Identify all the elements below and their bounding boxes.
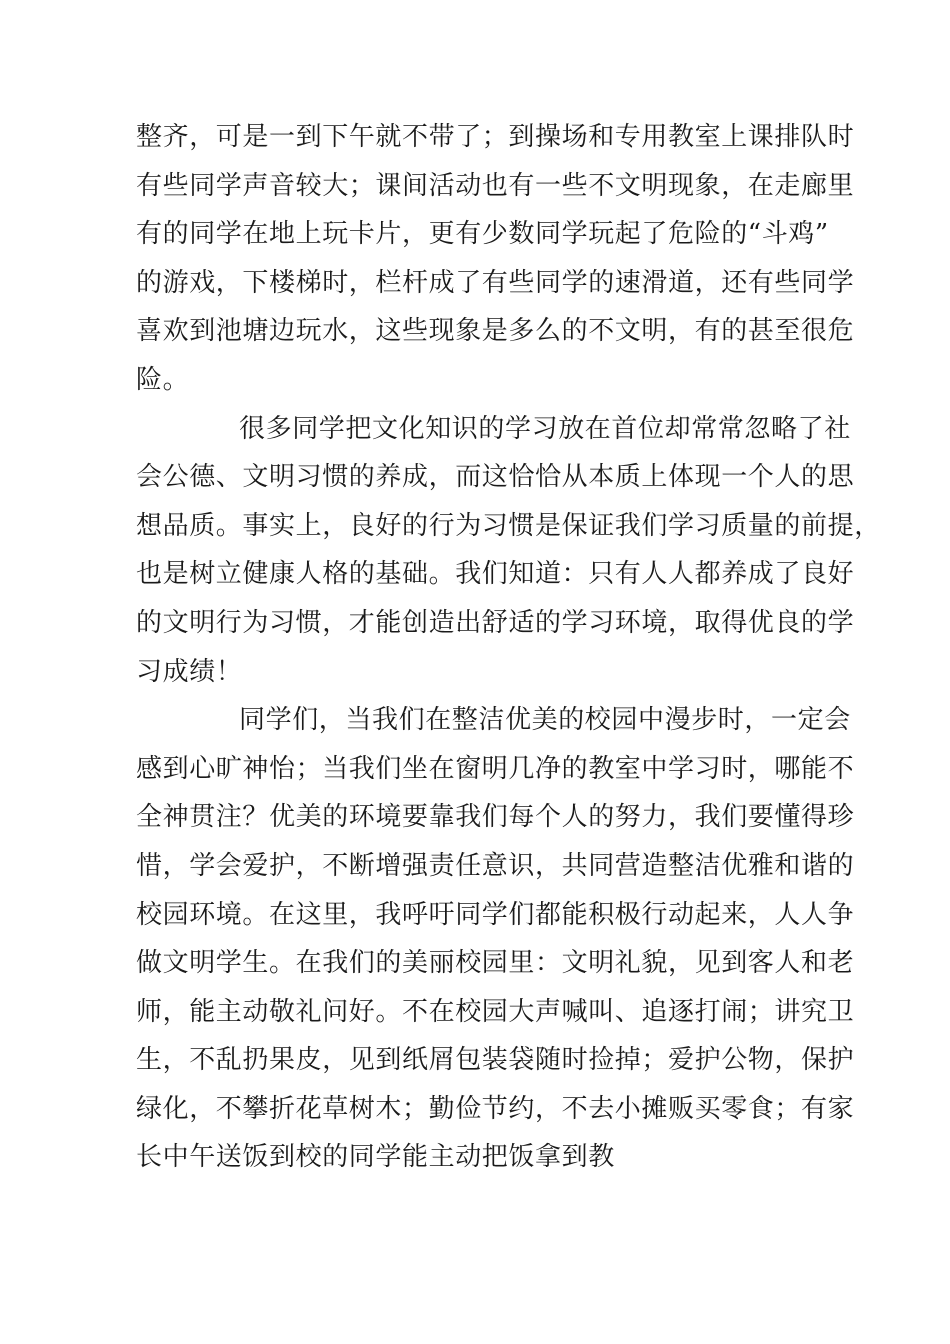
text-line: 也是树立健康人格的基础。我们知道：只有人人都养成了良好	[136, 559, 855, 590]
text-line: 很多同学把文化知识的学习放在首位却常常忽略了社	[239, 413, 851, 444]
paragraph	[136, 113, 855, 405]
text-line: 有些同学声音较大；课间活动也有一些不文明现象，在走廊里	[136, 170, 855, 201]
text-line: 习成绩！	[136, 656, 243, 687]
paragraph	[136, 405, 881, 697]
text-line: 生，不乱扔果皮，见到纸屑包装袋随时捡掉；爱护公物，保护	[136, 1045, 855, 1076]
text-line: 惜，学会爱护，不断增强责任意识，共同营造整洁优雅和谐的	[136, 850, 855, 881]
text-line: 感到心旷神怡；当我们坐在窗明几净的教室中学习时，哪能不	[136, 753, 855, 784]
text-line: 会公德、文明习惯的养成，而这恰恰从本质上体现一个人的思	[136, 462, 855, 493]
text-line: 长中午送饭到校的同学能主动把饭拿到教	[136, 1142, 615, 1173]
text-line: 险。	[136, 364, 190, 395]
paragraph	[136, 696, 855, 1182]
text-line: 同学们，当我们在整洁优美的校园中漫步时，一定会	[239, 705, 851, 736]
text-line: 师，能主动敬礼问好。不在校园大声喊叫、追逐打闹；讲究卫	[136, 996, 855, 1027]
text-line: 喜欢到池塘边玩水，这些现象是多么的不文明，有的甚至很危	[136, 316, 855, 347]
text-line: 整齐，可是一到下午就不带了；到操场和专用教室上课排队时	[136, 122, 855, 152]
text-line: 想品质。事实上，良好的行为习惯是保证我们学习质量的前提，	[136, 510, 881, 541]
text-line: 校园环境。在这里，我呼吁同学们都能积极行动起来，人人争	[136, 899, 855, 930]
document-body	[136, 113, 881, 1182]
text-line: 全神贯注？优美的环境要靠我们每个人的努力，我们要懂得珍	[136, 802, 855, 833]
text-line: 做文明学生。在我们的美丽校园里：文明礼貌，见到客人和老	[136, 948, 855, 979]
text-line: 的文明行为习惯，才能创造出舒适的学习环境，取得优良的学	[136, 607, 855, 638]
text-line: 绿化，不攀折花草树木；勤俭节约，不去小摊贩买零食；有家	[136, 1093, 855, 1124]
text-line: 的游戏，下楼梯时，栏杆成了有些同学的速滑道，还有些同学	[136, 267, 855, 298]
text-line: 有的同学在地上玩卡片，更有少数同学玩起了危险的“斗鸡”	[136, 219, 829, 250]
